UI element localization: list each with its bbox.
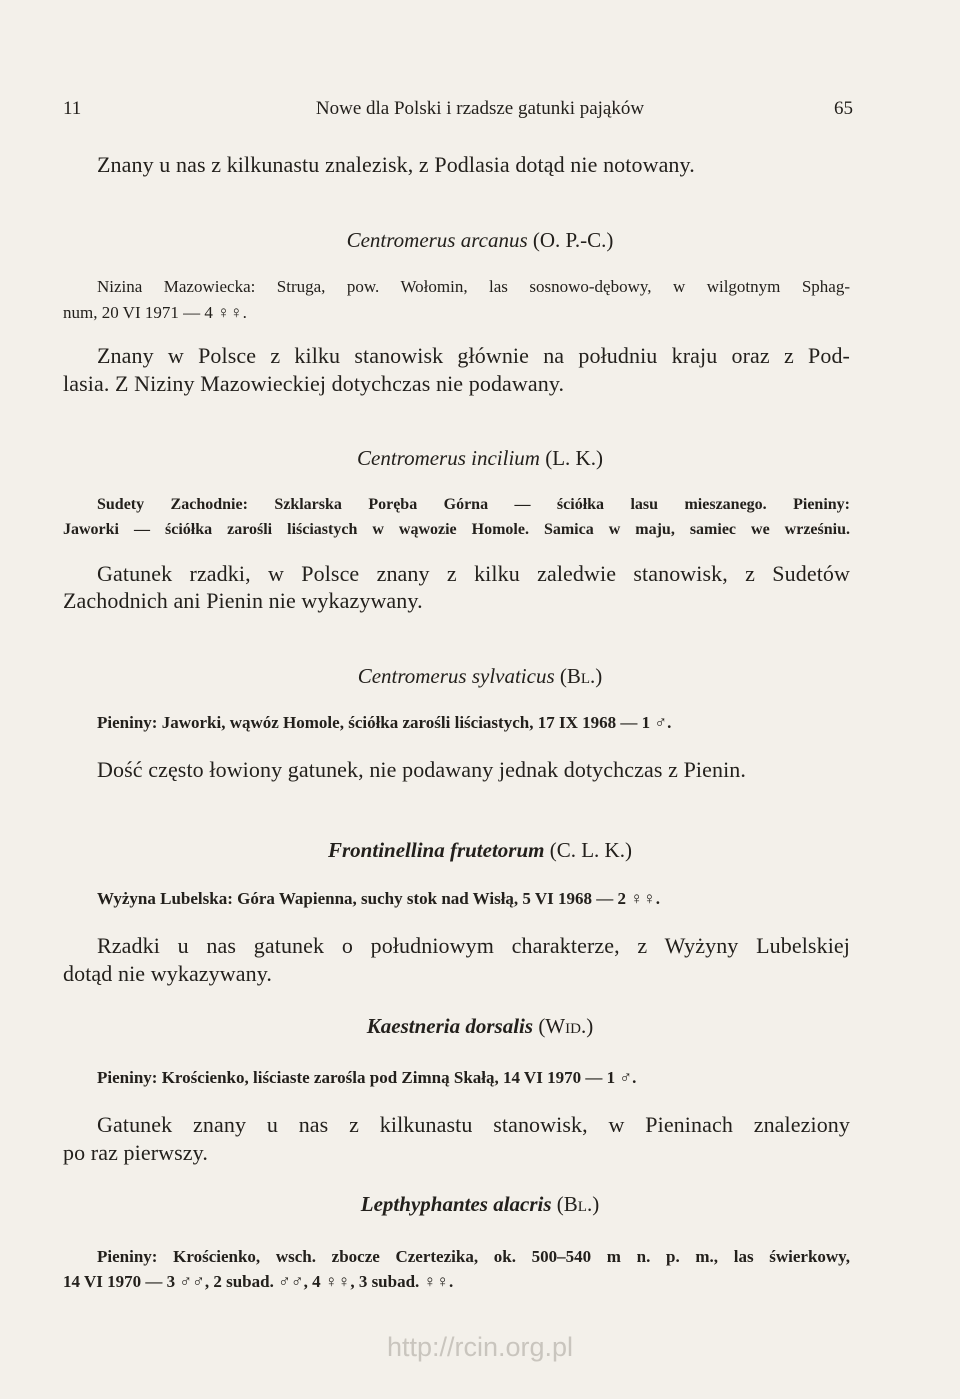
species-heading bbox=[0, 1192, 960, 1217]
species-heading bbox=[0, 228, 960, 253]
species-author: (Wid.) bbox=[538, 1014, 594, 1038]
locality-line: Pieniny: Krościenko, liściaste zarośla pod Zimną Skałą, 14 VI 1970 — 1 ♂. bbox=[97, 1068, 637, 1087]
species-author: (O. P.-C.) bbox=[532, 228, 614, 252]
intro-text: Znany u nas z kilkunastu znalezisk, z Podlasia dotąd nie notowany. bbox=[97, 152, 695, 177]
species-heading bbox=[0, 446, 960, 471]
species-author: (Bl.) bbox=[556, 1192, 600, 1216]
note-line: Zachodnich ani Pienin nie wykazywany. bbox=[63, 588, 423, 613]
species-name: Centromerus sylvaticus bbox=[357, 664, 555, 688]
watermark-url: http://rcin.org.pl bbox=[386, 1332, 574, 1362]
species-author: (L. K.) bbox=[545, 446, 603, 470]
note-line: Gatunek rzadki, w Polsce znany z kilku zaledwie stanowisk, z Sudetów bbox=[97, 561, 850, 586]
running-title: Nowe dla Polski i rzadsze gatunki pająków bbox=[315, 98, 645, 119]
note-line: Rzadki u nas gatunek o południowym charakterze, z Wyżyny Lubelskiej bbox=[97, 933, 850, 958]
species-name: Centromerus incilium bbox=[357, 446, 540, 470]
locality-line: Sudety Zachodnie: Szklarska Poręba Górna — ściółka lasu mieszanego. Pieniny: bbox=[97, 496, 850, 513]
page-number: 65 bbox=[834, 98, 853, 119]
note-line: Znany w Polsce z kilku stanowisk głównie na południu kraju oraz z Pod- bbox=[97, 343, 850, 368]
note-line: lasia. Z Niziny Mazowieckiej dotychczas nie podawany. bbox=[63, 371, 565, 396]
note-line: Dość często łowiony gatunek, nie podawany jednak dotychczas z Pienin. bbox=[97, 757, 746, 782]
species-name: Centromerus arcanus bbox=[346, 228, 528, 252]
locality-line: Pieniny: Jaworki, wąwóz Homole, ściółka zarośli liściastych, 17 IX 1968 — 1 ♂. bbox=[97, 713, 672, 732]
species-author: (Bl.) bbox=[559, 664, 603, 688]
species-author: (C. L. K.) bbox=[549, 838, 632, 862]
locality-line: Jaworki — ściółka zarośli liściastych w wąwozie Homole. Samica w maju, samiec we wrześniu. bbox=[63, 521, 850, 538]
species-name: Kaestneria dorsalis bbox=[366, 1014, 534, 1038]
species-name: Frontinellina frutetorum bbox=[328, 838, 545, 862]
species-name: Lepthyphantes alacris bbox=[360, 1192, 552, 1216]
species-heading bbox=[0, 838, 960, 863]
locality-line: Pieniny: Krościenko, wsch. zbocze Czertezika, ok. 500–540 m n. p. m., las świerkowy, bbox=[97, 1247, 850, 1266]
volume-number: 11 bbox=[63, 98, 82, 119]
locality-line: Nizina Mazowiecka: Struga, pow. Wołomin, las sosnowo-dębowy, w wilgotnym Sphag- bbox=[97, 277, 850, 296]
note-line: dotąd nie wykazywany. bbox=[63, 961, 272, 986]
species-heading bbox=[0, 1014, 960, 1039]
note-line: po raz pierwszy. bbox=[63, 1140, 208, 1165]
locality-line: 14 VI 1970 — 3 ♂♂, 2 subad. ♂♂, 4 ♀♀, 3 subad. ♀♀. bbox=[63, 1272, 454, 1291]
note-line: Gatunek znany u nas z kilkunastu stanowisk, w Pieninach znaleziony bbox=[97, 1112, 850, 1137]
locality-line: Wyżyna Lubelska: Góra Wapienna, suchy stok nad Wisłą, 5 VI 1968 — 2 ♀♀. bbox=[97, 889, 661, 908]
locality-line: num, 20 VI 1971 — 4 ♀♀. bbox=[63, 303, 247, 322]
species-heading bbox=[0, 664, 960, 689]
